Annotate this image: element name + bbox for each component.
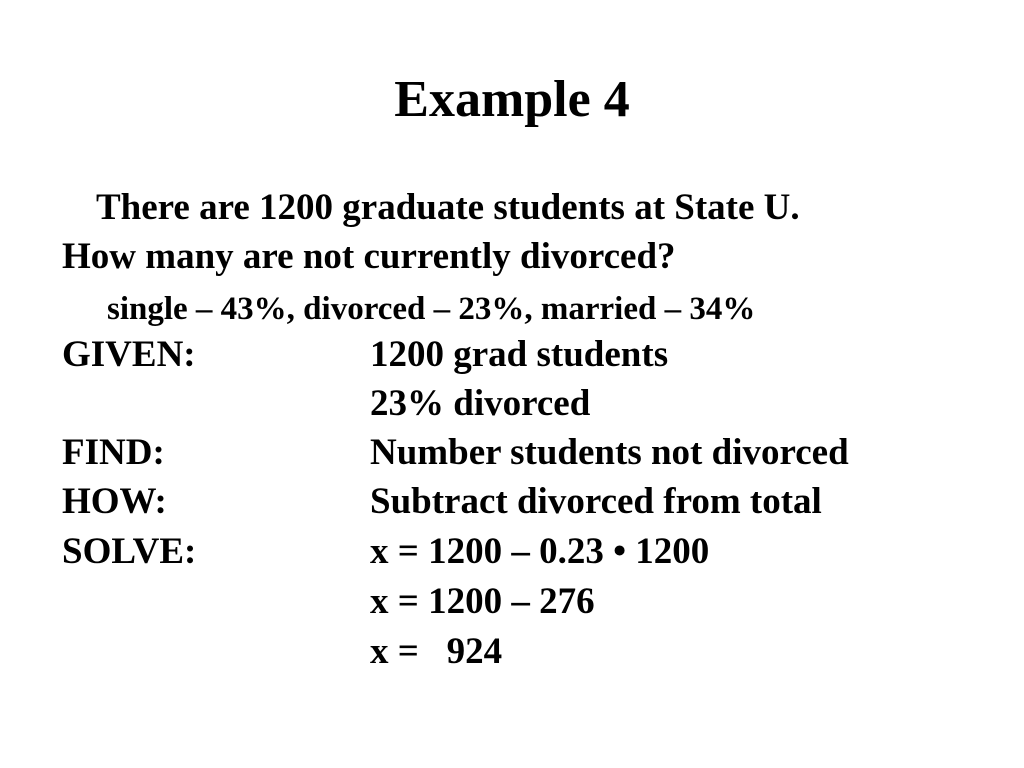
given-value: 1200 grad students [370, 334, 669, 375]
problem-question-line: How many are not currently divorced? [62, 236, 676, 277]
given-value: 23% divorced [370, 383, 591, 424]
how-value: Subtract divorced from total [370, 481, 822, 522]
how-label: HOW: [62, 481, 167, 522]
solve-label: SOLVE: [62, 531, 197, 572]
solve-step: x = 924 [370, 631, 503, 672]
slide-title: Example 4 [394, 71, 630, 128]
solve-step: x = 1200 – 0.23 • 1200 [370, 531, 710, 572]
find-label: FIND: [62, 432, 165, 473]
solve-step: x = 1200 – 276 [370, 581, 595, 622]
problem-statement-line: There are 1200 graduate students at State U. [96, 187, 800, 228]
find-value: Number students not divorced [370, 432, 849, 473]
problem-percentages-line: single – 43%, divorced – 23%, married – 34% [107, 291, 756, 327]
given-label: GIVEN: [62, 334, 196, 375]
